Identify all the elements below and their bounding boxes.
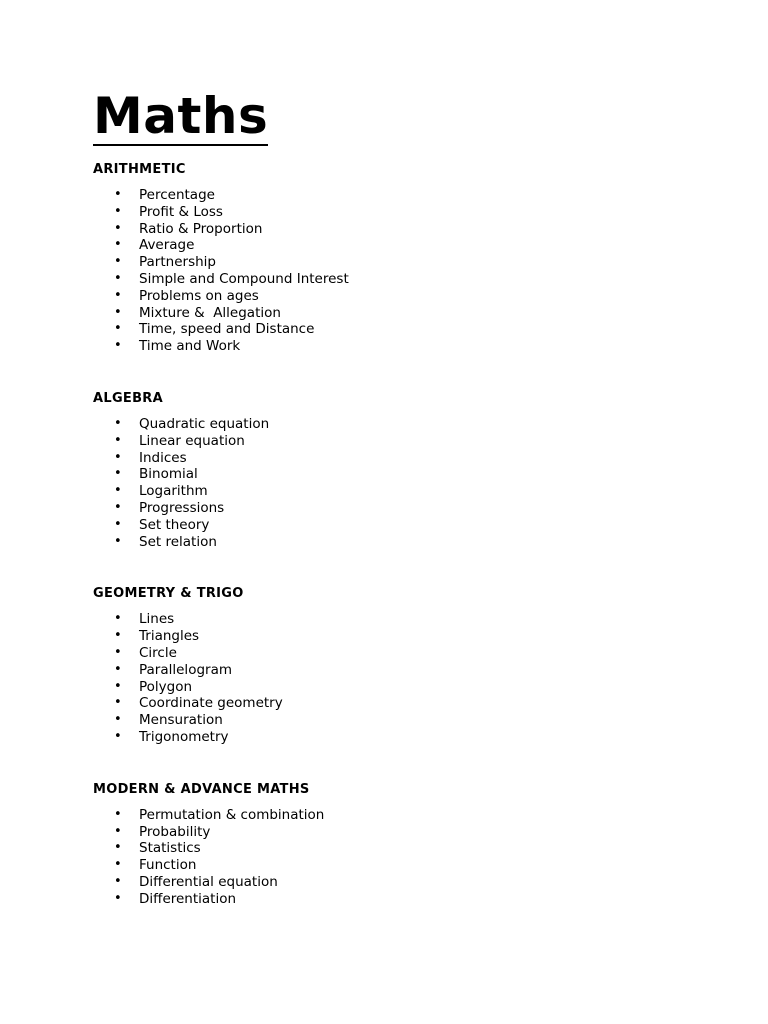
topic-label: Ratio & Proportion — [139, 220, 263, 237]
topic-label: Mixture & Allegation — [139, 304, 281, 321]
list-item — [93, 288, 713, 305]
bullet-icon: • — [114, 270, 122, 286]
topic-label: Function — [139, 857, 197, 874]
topic-label: Polygon — [139, 678, 193, 695]
bullet-icon: • — [114, 466, 122, 482]
list-item — [93, 824, 713, 841]
list-item — [93, 611, 713, 628]
bullet-icon: • — [114, 254, 122, 270]
topic-label: Problems on ages — [139, 287, 259, 304]
list-item — [93, 874, 713, 891]
list-item — [93, 221, 713, 238]
topic-label: Simple and Compound Interest — [139, 270, 349, 287]
list-item — [93, 433, 713, 450]
bullet-icon: • — [114, 890, 122, 906]
list-item — [93, 466, 713, 483]
bullet-icon: • — [114, 857, 122, 873]
list-item — [93, 857, 713, 874]
section-heading: ARITHMETIC — [93, 162, 186, 177]
topic-list — [93, 611, 713, 745]
bullet-icon: • — [114, 840, 122, 856]
topic-label: Binomial — [139, 466, 198, 483]
topic-label: Quadratic equation — [139, 415, 270, 432]
list-item — [93, 338, 713, 355]
list-item — [93, 840, 713, 857]
topic-label: Statistics — [139, 840, 201, 857]
topic-label: Logarithm — [139, 483, 208, 500]
section-heading: GEOMETRY & TRIGO — [93, 586, 244, 602]
list-item — [93, 679, 713, 696]
bullet-icon: • — [114, 304, 122, 320]
bullet-icon: • — [114, 499, 122, 515]
topic-list — [93, 807, 713, 908]
list-item — [93, 695, 713, 712]
section-modern-advance-maths — [93, 782, 713, 908]
bullet-icon: • — [114, 321, 122, 337]
topic-label: Lines — [139, 611, 175, 628]
topic-label: Differential equation — [139, 873, 278, 890]
bullet-icon: • — [114, 712, 122, 728]
document-page — [93, 88, 713, 908]
bullet-icon: • — [114, 237, 122, 253]
bullet-icon: • — [114, 611, 122, 627]
list-item — [93, 517, 713, 534]
list-item — [93, 645, 713, 662]
bullet-icon: • — [114, 287, 122, 303]
list-item — [93, 483, 713, 500]
list-item — [93, 891, 713, 908]
bullet-icon: • — [114, 873, 122, 889]
list-item — [93, 271, 713, 288]
topic-label: Set relation — [139, 533, 217, 550]
topic-label: Permutation & combination — [139, 806, 325, 823]
topic-list — [93, 416, 713, 550]
bullet-icon: • — [114, 644, 122, 660]
topic-label: Percentage — [139, 187, 215, 203]
topic-label: Progressions — [139, 499, 225, 516]
section-geometry-trigo — [93, 586, 713, 745]
list-item — [93, 807, 713, 824]
bullet-icon: • — [114, 203, 122, 219]
page-title: Maths — [93, 87, 269, 145]
topic-label: Set theory — [139, 516, 210, 533]
list-item — [93, 450, 713, 467]
topic-label: Trigonometry — [139, 728, 229, 745]
list-item — [93, 237, 713, 254]
bullet-icon: • — [114, 533, 122, 549]
list-item — [93, 321, 713, 338]
list-item — [93, 254, 713, 271]
topic-label: Differentiation — [139, 890, 237, 907]
list-item — [93, 712, 713, 729]
bullet-icon: • — [114, 338, 122, 354]
bullet-icon: • — [114, 432, 122, 448]
topic-label: Circle — [139, 644, 177, 661]
section-heading: ALGEBRA — [93, 390, 163, 406]
topic-label: Partnership — [139, 254, 216, 271]
list-item — [93, 534, 713, 551]
bullet-icon: • — [114, 187, 122, 202]
topic-label: Probability — [139, 823, 211, 840]
topic-label: Linear equation — [139, 432, 245, 449]
topic-list — [93, 187, 713, 355]
bullet-icon: • — [114, 678, 122, 694]
list-item — [93, 187, 713, 204]
section-arithmetic — [93, 162, 713, 355]
list-item — [93, 628, 713, 645]
bullet-icon: • — [114, 415, 122, 431]
bullet-icon: • — [114, 661, 122, 677]
list-item — [93, 729, 713, 746]
bullet-icon: • — [114, 449, 122, 465]
bullet-icon: • — [114, 823, 122, 839]
list-item — [93, 662, 713, 679]
section-heading: MODERN & ADVANCE MATHS — [93, 781, 310, 797]
bullet-icon: • — [114, 695, 122, 711]
bullet-icon: • — [114, 220, 122, 236]
section-algebra — [93, 391, 713, 550]
topic-label: Time and Work — [139, 338, 241, 355]
topic-label: Average — [139, 237, 195, 254]
topic-label: Time, speed and Distance — [139, 321, 315, 338]
bullet-icon: • — [114, 628, 122, 644]
topic-label: Profit & Loss — [139, 203, 223, 220]
list-item — [93, 305, 713, 322]
topic-label: Coordinate geometry — [139, 695, 283, 712]
list-item — [93, 204, 713, 221]
bullet-icon: • — [114, 728, 122, 744]
topic-label: Triangles — [139, 628, 200, 645]
list-item — [93, 416, 713, 433]
topic-label: Parallelogram — [139, 661, 232, 678]
bullet-icon: • — [114, 806, 122, 822]
bullet-icon: • — [114, 483, 122, 499]
topic-label: Indices — [139, 449, 187, 466]
topic-label: Mensuration — [139, 712, 223, 729]
bullet-icon: • — [114, 516, 122, 532]
list-item — [93, 500, 713, 517]
sections-container — [93, 162, 713, 908]
